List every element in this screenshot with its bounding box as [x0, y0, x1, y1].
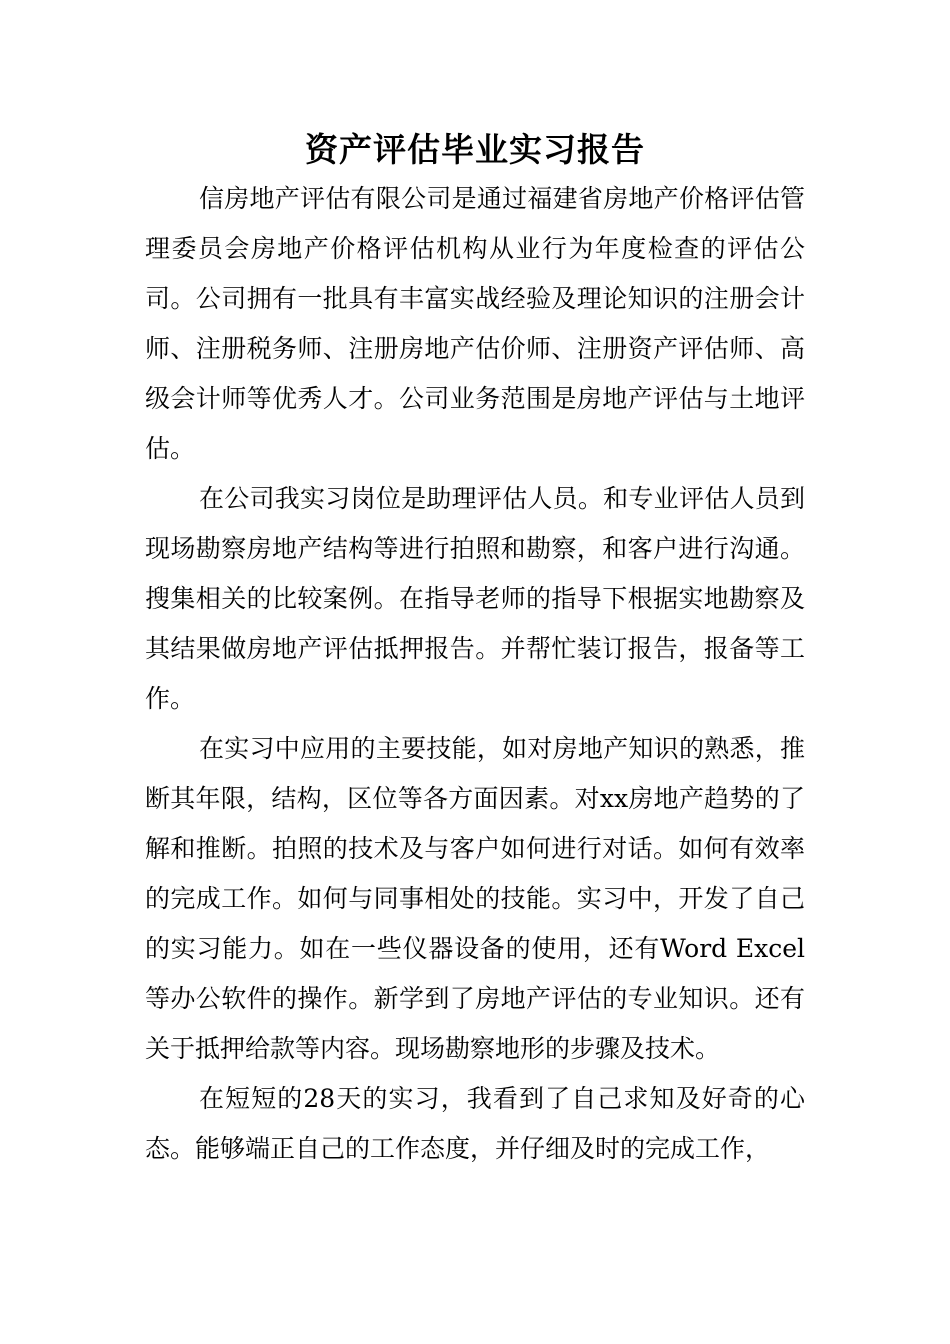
paragraph-skills: 在实习中应用的主要技能，如对房地产知识的熟悉，推断其年限，结构，区位等各方面因素。对xx房地产趋势的了解和推断。拍照的技术及与客户如何进行对话。如何有效率的完成工作。如何与同事相处的技能。实习中，开发了自己的实习能力。如在一些仪器设备的使用，还有Word Excel等办公软件的操作。新学到了房地产评估的专业知识。还有关于抵押给款等内容。现场勘察地形的步骤及技术。: [145, 734, 805, 1063]
paragraph-company-intro: 信房地产评估有限公司是通过福建省房地产价格评估管理委员会房地产价格评估机构从业行为年度检查的评估公司。公司拥有一批具有丰富实战经验及理论知识的注册会计师、注册税务师、注册房地产估价师、注册资产评估师、高级会计师等优秀人才。公司业务范围是房地产评估与土地评估。: [145, 184, 805, 463]
paragraph-internship-role: 在公司我实习岗位是助理评估人员。和专业评估人员到现场勘察房地产结构等进行拍照和勘察，和客户进行沟通。搜集相关的比较案例。在指导老师的指导下根据实地勘察及其结果做房地产评估抵押报告。并帮忙装订报告，报备等工作。: [145, 484, 805, 713]
paragraph-reflection: 在短短的28天的实习，我看到了自己求知及好奇的心态。能够端正自己的工作态度，并仔细及时的完成工作，: [145, 1084, 805, 1163]
document-title: 资产评估毕业实习报告: [305, 130, 645, 169]
document-body: [145, 174, 805, 1174]
